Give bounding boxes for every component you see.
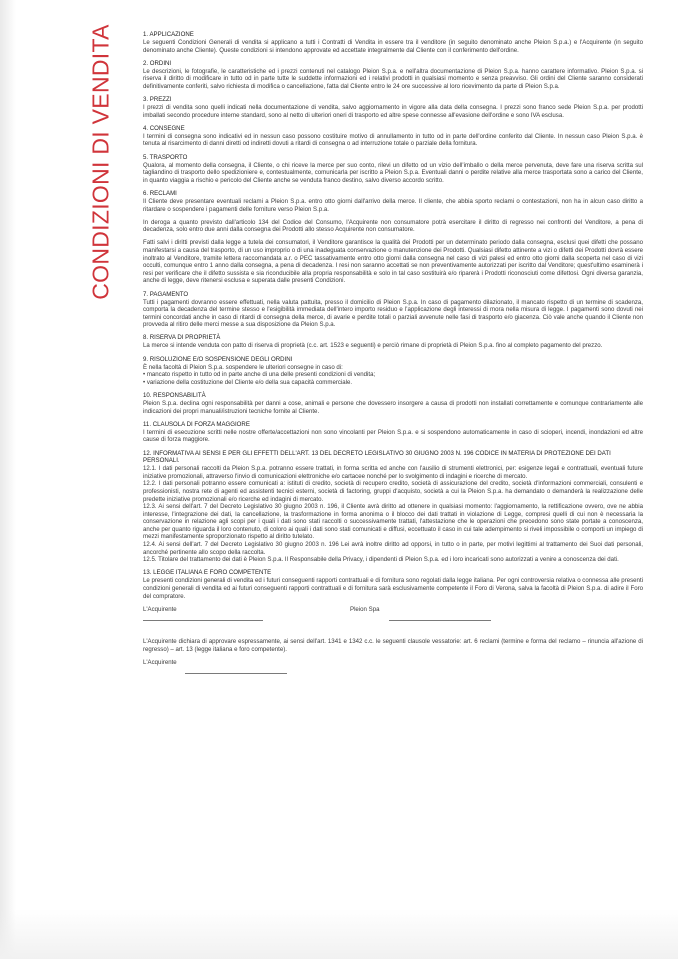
section-heading: 13. LEGGE ITALIANA E FORO COMPETENTE: [143, 569, 272, 577]
section-legge-foro: [143, 569, 643, 600]
section-paragraph: La merce si intende venduta con patto di riserva di proprietà (c.c. art. 1523 e seguenti) e perciò rimane di proprietà di Pleion S.p.a. fino al completo pagamento del prezzo.: [143, 342, 603, 350]
buyer-signature-label: L'Acquirente: [143, 606, 177, 614]
section-paragraph: È nella facoltà di Pleion S.p.a. sospendere le ulteriori consegne in caso di:: [143, 363, 343, 371]
section-ordini: [143, 60, 643, 91]
section-applicazione: [143, 31, 643, 54]
section-paragraph: Le seguenti Condizioni Generali di vendita si applicano a tutti i Contratti di Vendita in essere tra il venditore (in seguito denominato anche Pleion S.p.a.) e l'Acquirente (in seguito denominato anche Cliente). Queste condizioni si intendono approvate ed accettate integralmente dal Cliente con il conferimento dell'ordine.: [143, 38, 643, 54]
buyer-signature-line-2[interactable]: [185, 673, 287, 674]
section-heading: 1. APPLICAZIONE: [143, 31, 194, 38]
document-title: CONDIZIONI DI VENDITA: [87, 24, 114, 300]
bullet-item: • variazione della costituzione del Cliente e/o della sua capacità commerciale.: [143, 379, 643, 387]
page-edge-shadow: [0, 0, 16, 959]
section-paragraph: Le descrizioni, le fotografie, le caratteristiche ed i prezzi contenuti nel catalogo Pleion S.p.a. e nell'altra documentazione di Pleion S.p.a. hanno carattere informativo. Pleion S.p.a. si riserva il diritto di modificare in tutto od in parte tutte le suddette informazioni ed i relativi prodotti in qualsiasi momento e senza preavviso. Gli ordini del Cliente saranno considerati definitivamente conferiti, salvo richiesta di modifica o cancellazione, fatta dal Cliente entro le 24 ore successive al loro ricevimento da parte di Pleion S.p.a.: [143, 67, 643, 90]
privacy-item: 12.1. I dati personali raccolti da Pleion S.p.a. potranno essere trattati, in forma scritta ed anche con l'ausilio di strumenti elettronici, per: esigenze legali e contrattuali, eventuali future iniziative promozionali, attraverso l'invio di comunicazioni elettroniche e/o cartacee nonché per lo svolgimento di indagini e ricerche di mercato.: [143, 465, 643, 480]
section-heading: 9. RISOLUZIONE E/O SOSPENSIONE DEGLI ORDINI: [143, 355, 293, 363]
section-paragraph: I prezzi di vendita sono quelli indicati nella documentazione di vendita, salvo aggiornamento in vigore alla data della consegna. I prezzi sono franco sede Pleion S.p.a. per prodotti imballati secondo procedure interne standard, sono al netto di ulteriori oneri di trasporto ed altre spese connesse all'evasione dell'ordine e sono IVA esclusa.: [143, 104, 643, 119]
seller-signature-line[interactable]: [389, 620, 491, 621]
section-paragraph: Tutti i pagamenti dovranno essere effettuati, nella valuta pattuita, presso il domicilio di Pleion S.p.a. In caso di pagamento dilazionato, il mancato rispetto di un termine di scadenza, comporta la decadenza del termine stesso e l'esigibilità immediata dell'intero importo residuo e l'applicazione degli interessi di mora nella misura di legge. I pagamenti sono dovuti nei termini concordati anche in caso di ritardi di consegna della merce, di avarie e perdite totali o parziali avvenute nelle fasi di trasporto e/o giacenza. Ciò vale anche quando il Cliente non provveda al ritiro delle merci messe a sua disposizione da Pleion S.p.a.: [143, 298, 643, 329]
section-trasporto: [143, 154, 643, 185]
section-responsabilita: [143, 392, 643, 415]
bullet-item: • mancato rispetto in tutto od in parte anche di una delle presenti condizioni di vendita;: [143, 371, 643, 379]
section-paragraph: Qualora, al momento della consegna, il Cliente, o chi riceve la merce per suo conto, rilevi un difetto od un vizio dell'imballo o della merce pervenuta, deve fare una riserva scritta sul tagliandino di trasporto dello spedizioniere e, contestualmente, comunicarla per iscritto a Pleion S.p.a. Eventuali danni o perdite relative alla merce trasportata sono a carico del Cliente, in quanto viaggia a rischio e pericolo del Cliente anche se venduta franco destino, salvo diverso accordo scritto.: [143, 161, 643, 184]
section-consegne: [143, 125, 643, 148]
section-reclami: [143, 190, 643, 285]
privacy-item: 12.2. I dati personali potranno essere comunicati a: istituti di credito, società di recupero credito, società di assicurazione del credito, società d'informazioni commerciali, consulenti e professionisti, nostra rete di agenti ed assistenti tecnici esterni, società di factoring, gruppi d'acquisto, società a cui la Pleion S.p.a. ha demandato o demanderà la realizzazione delle predette iniziative promozionali e/o ricerche ed indagini di mercato.: [143, 480, 643, 503]
section-heading: 12. INFORMATIVA AI SENSI E PER GLI EFFETTI DELL'ART. 13 DEL DECRETO LEGISLATIVO 30 GIUGNO 2003 N. 196 CODICE IN MATERIA DI PROTEZIONE DEI DATI PERSONALI.: [143, 449, 611, 465]
second-signature-block: [143, 659, 643, 687]
section-heading: 6. RECLAMI: [143, 190, 177, 198]
privacy-item: 12.5. Titolare del trattamento dei dati è Pleion S.p.a. Il Responsabile della Privacy, i dipendenti di Pleion S.p.a. ed i loro incaricati sono autorizzati a venire a conoscenza dei dati.: [143, 556, 619, 564]
signature-block: [143, 606, 643, 634]
section-pagamento: [143, 291, 643, 329]
section-informativa-privacy: [143, 450, 643, 564]
seller-signature-label: Pleion Spa: [350, 606, 380, 614]
page-bottom-shadow: [0, 909, 678, 959]
section-heading: 11. CLAUSOLA DI FORZA MAGGIORE: [143, 420, 250, 428]
section-heading: 2. ORDINI: [143, 59, 172, 67]
buyer-signature-label-2: L'Acquirente: [143, 659, 177, 667]
section-risoluzione: [143, 356, 643, 387]
section-paragraph: I termini di consegna sono indicativi ed in nessun caso possono costituire motivo di annullamento in tutto od in parte dell'ordine conferito dal Cliente. In nessun caso Pleion S.p.a. è tenuta al risarcimento di danni diretti od indiretti dovuti a ritardi di consegna o ad interruzione totale o parziale della fornitura.: [143, 132, 643, 148]
section-heading: 5. TRASPORTO: [143, 153, 188, 161]
buyer-signature-line[interactable]: [143, 620, 263, 621]
section-heading: 8. RISERVA DI PROPRIETÀ: [143, 334, 221, 342]
section-heading: 4. CONSEGNE: [143, 124, 185, 132]
section-paragraph: I termini di esecuzione scritti nelle nostre offerte/accettazioni non sono vincolanti per Pleion S.p.a. e si sospendono automaticamente in caso di scioperi, incendi, inondazioni ed altre cause di forza maggiore.: [143, 428, 643, 444]
section-riserva-proprieta: [143, 334, 643, 350]
section-prezzi: [143, 96, 643, 119]
terms-body: [143, 31, 643, 687]
section-heading: 3. PREZZI: [143, 96, 172, 104]
section-paragraph: Le presenti condizioni generali di vendita ed i futuri conseguenti rapporti contrattuali e di fornitura sono regolati dalla legge italiana. Per ogni controversia relativa o connessa alle presenti condizioni generali di vendita ed ai futuri conseguenti rapporti contrattuali e di fornitura sarà esclusivamente competente il Foro di Verona, salva la facoltà di Pleion S.p.a. di adire il Foro del compratore.: [143, 577, 643, 600]
section-paragraph: Il Cliente deve presentare eventuali reclami a Pleion S.p.a. entro otto giorni dall'arrivo della merce. Il cliente, che abbia sporto reclami o contestazioni, non ha in alcun caso diritto a ritardare o sospendere i pagamenti delle forniture verso Pleion S.p.a.: [143, 198, 643, 213]
section-paragraph: In deroga a quanto previsto dall'articolo 134 del Codice del Consumo, l'Acquirente non consumatore potrà esercitare il diritto di regresso nei confronti del Venditore, a pena di decadenza, solo entro due anni dalla consegna dei Prodotti allo stesso Acquirente non consumatore.: [143, 218, 643, 234]
section-forza-maggiore: [143, 421, 643, 444]
section-paragraph: Fatti salvi i diritti previsti dalla legge a tutela dei consumatori, il Venditore garantisce la qualità dei Prodotti per un determinato periodo dalla consegna, esclusi quei difetti che possano manifestarsi a causa del trasporto, di un uso improprio o di una inadeguata conservazione o manutenzione dei Prodotti. Qualsiasi difetto attinente a vizi o difetti dei Prodotti dovrà essere inoltrato al Venditore, tramite lettera raccomandata a.r. o PEC tassativamente entro otto giorni dalla consegna nel caso di vizi palesi ed entro otto giorni dalla scoperta nel caso di vizi occulti, comunque entro 1 anno dalla consegna, a pena di decadenza. I resi non saranno accettati se non preventivamente autorizzati per iscritto dal Venditore; quest'ultimo esaminerà i resi per verificare che il difetto sussista e sia riconducibile alla propria responsabilità e solo in tal caso sostituirà e/o riparerà i Prodotti riconosciuti come difettosi. Ogni diversa garanzia, anche di legge, deve ritenersi esclusa e superata dalle presenti Condizioni.: [143, 239, 643, 285]
bullet-list: [143, 371, 643, 386]
acceptance-clause: L'Acquirente dichiara di approvare espressamente, ai sensi dell'art. 1341 e 1342 c.c. le seguenti clausole vessatorie: art. 6 reclami (termine e forma del reclamo – rinuncia all'azione di regresso) – art. 13 (legge italiana e foro competente).: [143, 638, 643, 653]
privacy-item: 12.3. Ai sensi dell'art. 7 del Decreto Legislativo 30 giugno 2003 n. 196, il Cliente avrà diritto ad ottenere in qualsiasi momento: l'aggiornamento, la rettificazione ovvero, ove ne abbia interesse, l'integrazione dei dati, la cancellazione, la trasformazione in forma anonima o il blocco dei dati trattati in violazione di Legge, compresi quelli di cui non è necessaria la conservazione in relazione agli scopi per i quali i dati sono stati raccolti o successivamente trattati, l'attestazione che le operazioni che precedono sono state portate a conoscenza, anche per quanto riguarda il loro contenuto, di coloro ai quali i dati sono stati comunicati e diffusi, eccettuato il caso in cui tale adempimento si riveli impossibile o comporti un impiego di mezzi manifestamente sproporzionato rispetto al diritto tutelato.: [143, 503, 643, 541]
section-paragraph: Pleion S.p.a. declina ogni responsabilità per danni a cose, animali e persone che dovessero insorgere a causa di prodotti non installati correttamente e comunque contrariamente alle indicazioni dei propri manuali/istruzioni tecniche fornite al Cliente.: [143, 400, 643, 415]
section-heading: 7. PAGAMENTO: [143, 290, 189, 298]
privacy-item: 12.4. Ai sensi dell'art. 7 del Decreto Legislativo 30 giugno 2003 n. 196 Lei avrà inoltre diritto ad opporsi, in tutto o in parte, per motivi legittimi al trattamento dei Suoi dati personali, ancorché pertinente allo scopo della raccolta.: [143, 541, 643, 556]
section-heading: 10. RESPONSABILITÀ: [143, 392, 206, 400]
